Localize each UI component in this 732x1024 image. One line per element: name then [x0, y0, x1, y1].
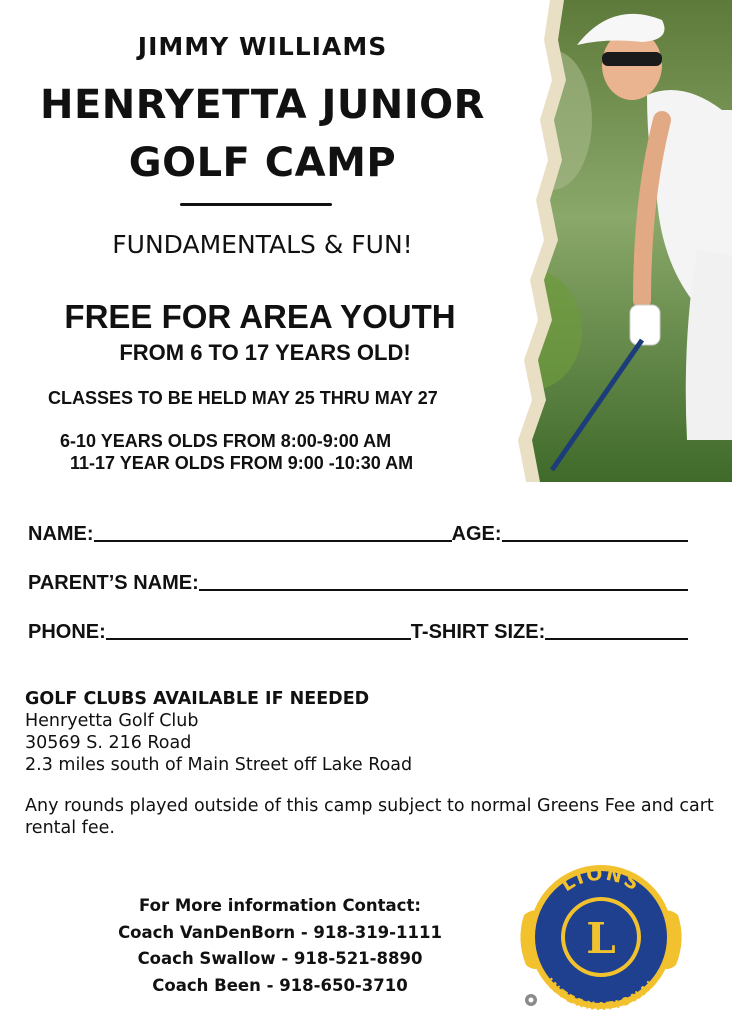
parent-name-field[interactable] [199, 589, 688, 591]
tshirt-size-field[interactable] [545, 638, 688, 640]
name-age-row [28, 523, 688, 546]
contact-vandenborn: Coach VanDenBorn - 918-319-1111 [118, 922, 442, 942]
title-divider [180, 203, 332, 206]
camp-title-line2: GOLF CAMP [128, 140, 397, 186]
clubs-available-heading: GOLF CLUBS AVAILABLE IF NEEDED [25, 689, 370, 709]
phone-field[interactable] [106, 638, 411, 640]
tagline: FUNDAMENTALS & FUN! [112, 230, 413, 259]
name-field[interactable] [94, 540, 452, 542]
logo-top-text: LIONS [557, 862, 645, 897]
age-label: AGE: [451, 523, 502, 545]
schedule-younger: 6-10 YEARS OLDS FROM 8:00-9:00 AM [60, 431, 392, 451]
club-address: 30569 S. 216 Road [25, 733, 192, 753]
logo-bottom-text: INTERNATIONAL [542, 975, 660, 1014]
logo-center-letter: L [586, 914, 616, 963]
gear-icon [524, 993, 538, 1007]
phone-label: PHONE: [28, 621, 106, 643]
lions-international-logo [516, 855, 686, 1015]
age-range-line: FROM 6 TO 17 YEARS OLD! [119, 340, 411, 365]
club-name: Henryetta Golf Club [25, 711, 199, 731]
phone-tshirt-row [28, 621, 688, 644]
parent-row [28, 572, 688, 595]
tshirt-size-label: T-SHIRT SIZE: [410, 621, 546, 643]
junior-golfer-photo [492, 0, 732, 482]
class-dates: CLASSES TO BE HELD MAY 25 THRU MAY 27 [48, 388, 438, 408]
age-field[interactable] [502, 540, 688, 542]
schedule-older: 11-17 YEAR OLDS FROM 9:00 -10:30 AM [70, 453, 414, 473]
free-headline: FREE FOR AREA YOUTH [64, 298, 456, 335]
contact-swallow: Coach Swallow - 918-521-8890 [137, 949, 423, 968]
parent-name-label: PARENT’S NAME: [28, 572, 199, 594]
golf-club-info [25, 688, 715, 776]
camp-sponsor-name: JIMMY WILLIAMS [137, 32, 388, 61]
name-label: NAME: [28, 523, 94, 545]
contact-heading: For More information Contact: [139, 896, 421, 915]
contact-block [80, 893, 480, 999]
club-directions: 2.3 miles south of Main Street off Lake Road [25, 755, 413, 775]
contact-been: Coach Been - 918-650-3710 [152, 975, 408, 995]
fees-note: Any rounds played outside of this camp subject to normal Greens Fee and cart rental fee. [25, 796, 714, 838]
camp-title-line1: HENRYETTA JUNIOR [40, 82, 485, 128]
